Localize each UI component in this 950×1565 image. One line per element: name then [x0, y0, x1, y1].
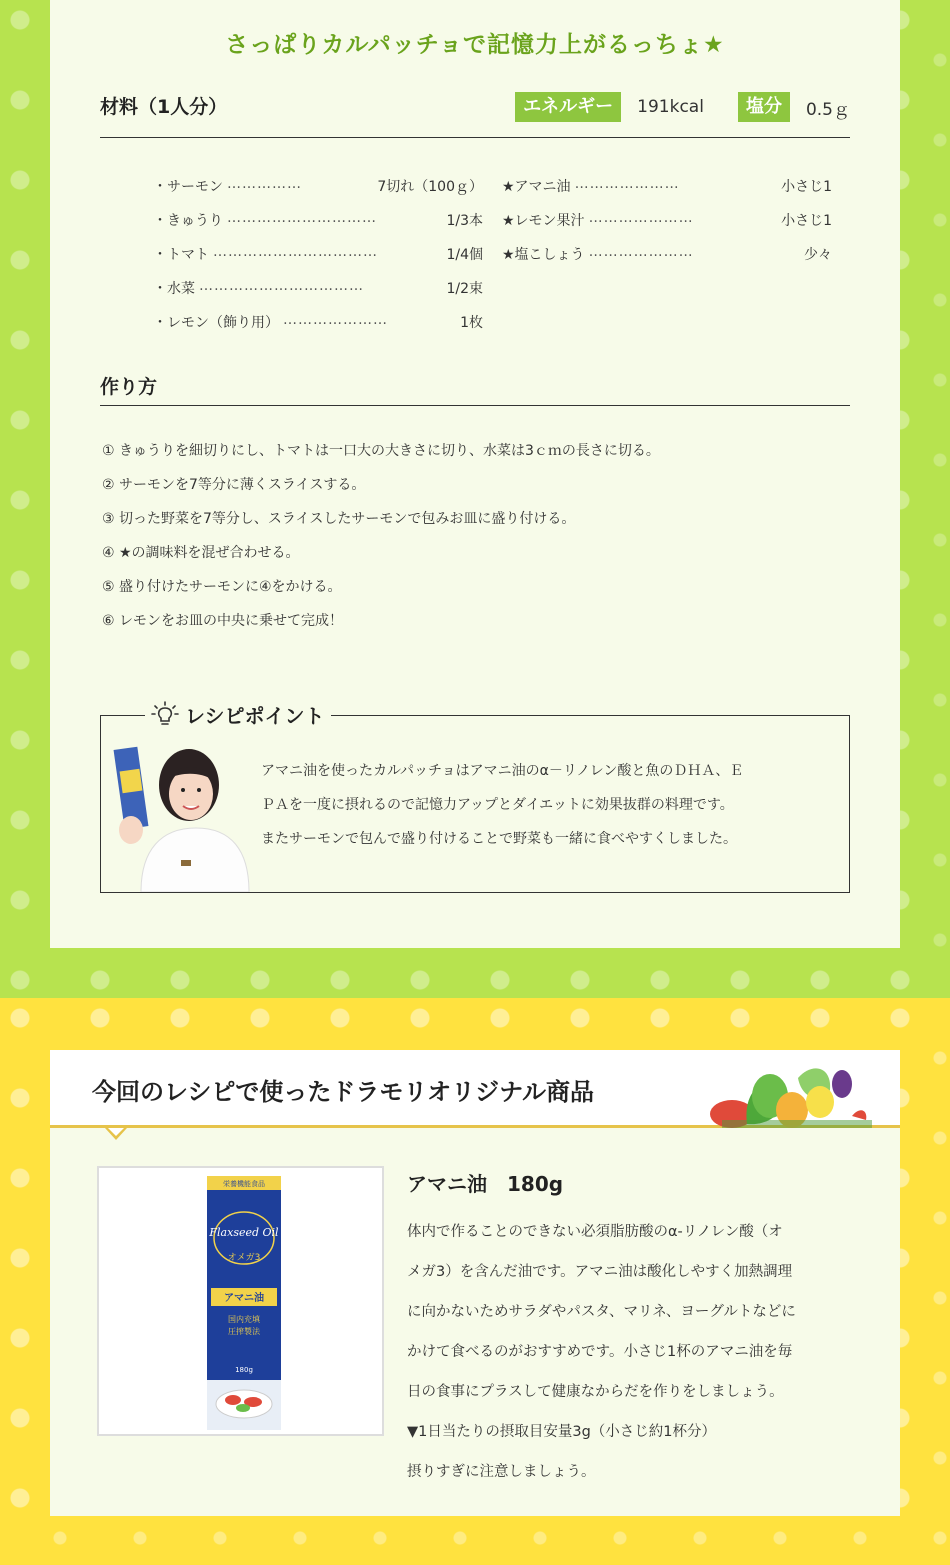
energy-value: 191kcal [637, 97, 704, 117]
salt-badge: 塩分 [738, 92, 790, 122]
bottle-top-label: 栄養機能食品 [223, 1180, 265, 1188]
ingredient-name: ・きゅうり [153, 213, 223, 229]
product-description-line: 日の食事にプラスして健康なからだを作りをしましょう。 [407, 1384, 784, 1400]
method-step: ① きゅうりを細切りにし、トマトは一口大の大きさに切り、水菜は3ｃｍの長さに切る。 [102, 443, 660, 459]
ingredient-amount: 小さじ1 [781, 213, 832, 229]
ingredient-amount: 1/3本 [446, 213, 483, 229]
method-step: ⑥ レモンをお皿の中央に乗せて完成！ [102, 613, 343, 629]
recipe-point-line: アマニ油を使ったカルパッチョはアマニ油のα－リノレン酸と魚のＤＨＡ、Ｅ [261, 763, 744, 779]
ingredient-name: ★レモン果汁 [502, 213, 585, 229]
nutritionist-photo [101, 730, 251, 892]
method-heading: 作り方 [100, 376, 158, 398]
ingredient-amount: 小さじ1 [781, 179, 832, 195]
header-pointer-inner [108, 1128, 124, 1136]
ingredient-leader-dots: ………………………… [227, 210, 377, 226]
ingredient-name: ★塩こしょう [502, 247, 585, 263]
ingredient-name: ・サーモン [153, 179, 223, 195]
flaxseed-oil-bottle [207, 1176, 281, 1430]
recipe-point-text [261, 754, 831, 856]
method-step: ② サーモンを7等分に薄くスライスする。 [102, 477, 366, 493]
method-steps [102, 440, 660, 644]
ingredient-amount: 少々 [804, 247, 832, 263]
ingredient-leader-dots: ………………… [588, 244, 694, 260]
ingredient-leader-dots: …………………………… [213, 244, 378, 260]
bottle-omega: オメガ3 [227, 1253, 261, 1263]
recipe-point-line: またサーモンで包んで盛り付けることで野菜も一緒に食べやすくしました。 [261, 831, 737, 847]
bottle-jp-name: アマニ油 [224, 1293, 264, 1304]
energy-badge: エネルギー [515, 92, 621, 122]
ingredient-row [153, 278, 483, 312]
recipe-title: さっぱりカルパッチョで記憶力上がるっちょ★ [225, 32, 725, 58]
ingredient-row [153, 244, 483, 278]
ingredients-header [100, 92, 850, 138]
recipe-point-line: ＰＡを一度に摂れるので記憶力アップとダイエットに効果抜群の料理です。 [261, 797, 734, 813]
method-step: ④ ★の調味料を混ぜ合わせる。 [102, 545, 300, 561]
ingredients-heading: 材料（1人分） [100, 96, 228, 118]
recipe-card [50, 0, 900, 948]
product-description-line: 体内で作ることのできない必須脂肪酸のα-リノレン酸（オ [407, 1224, 783, 1240]
recipe-point-header [145, 700, 331, 729]
product-section-header [50, 1050, 900, 1128]
ingredient-amount: 1/4個 [446, 247, 483, 263]
lightbulb-icon [151, 701, 179, 729]
ingredient-name: ・水菜 [153, 281, 195, 297]
product-name: アマニ油 180g [407, 1172, 564, 1196]
ingredient-row [502, 210, 832, 244]
nutrition-info [515, 92, 850, 122]
product-section-title: 今回のレシピで使ったドラモリオリジナル商品 [92, 1078, 594, 1106]
ingredient-row [153, 312, 483, 346]
ingredient-row [153, 210, 483, 244]
product-description-line: ▼1日当たりの摂取目安量3g（小さじ約1杯分） [407, 1424, 717, 1440]
ingredient-name: ・レモン（飾り用） [153, 315, 279, 331]
ingredient-row [502, 176, 832, 210]
ingredients-list-left [153, 176, 483, 346]
recipe-point-box [100, 704, 850, 893]
ingredient-name: ★アマニ油 [502, 179, 571, 195]
product-photo [97, 1166, 384, 1436]
bottle-feature-2: 圧搾製法 [228, 1327, 260, 1336]
vegetables-illustration [702, 1054, 872, 1130]
product-card [50, 1050, 900, 1516]
ingredient-amount: 1枚 [460, 315, 483, 331]
ingredients-list-right [502, 176, 832, 278]
product-description-line: 摂りすぎに注意しましょう。 [407, 1464, 596, 1480]
product-description-line: メガ3）を含んだ油です。アマニ油は酸化しやすく加熱調理 [407, 1264, 793, 1280]
bottle-feature-1: 国内充填 [228, 1315, 260, 1324]
ingredient-leader-dots: …………………………… [199, 278, 364, 294]
ingredient-amount: 7切れ（100ｇ） [377, 179, 483, 195]
ingredient-leader-dots: ………………… [588, 210, 694, 226]
bottle-volume: 180g [235, 1366, 253, 1374]
method-step: ③ 切った野菜を7等分し、スライスしたサーモンで包みお皿に盛り付ける。 [102, 511, 576, 527]
ingredient-amount: 1/2束 [446, 281, 483, 297]
ingredient-leader-dots: ………………… [574, 176, 680, 192]
product-description-line: かけて食べるのがおすすめです。小さじ1杯のアマニ油を毎 [407, 1344, 793, 1360]
ingredient-leader-dots: ………………… [283, 312, 388, 328]
ingredient-row [153, 176, 483, 210]
recipe-point-heading: レシピポイント [185, 704, 325, 728]
product-description-line: に向かないためサラダやパスタ、マリネ、ヨーグルトなどに [407, 1304, 796, 1320]
ingredient-row [502, 244, 832, 278]
ingredient-name: ・トマト [153, 247, 209, 263]
ingredient-leader-dots: …………… [227, 176, 302, 192]
salt-value: 0.5ｇ [805, 99, 850, 120]
method-header [100, 372, 850, 406]
method-step: ⑤ 盛り付けたサーモンに④をかける。 [102, 579, 342, 595]
product-description [407, 1212, 852, 1492]
bottle-brand: Flaxseed Oil [209, 1226, 279, 1239]
